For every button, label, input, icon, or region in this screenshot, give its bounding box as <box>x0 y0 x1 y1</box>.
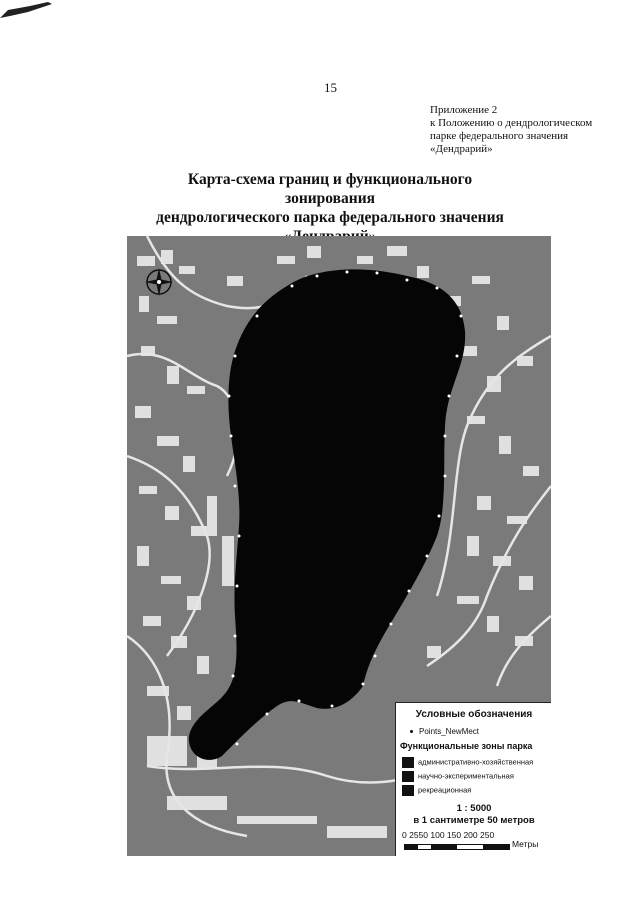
legend-title: Условные обозначения <box>415 709 533 720</box>
legend-scale <box>396 803 551 827</box>
legend-zone-label: научно-экспериментальная <box>418 771 514 781</box>
legend-points <box>410 727 479 736</box>
legend-zone-recreation <box>402 785 471 797</box>
document-title <box>150 170 510 246</box>
legend-zones-title: Функциональные зоны парка <box>400 741 533 751</box>
park-territory <box>189 269 465 759</box>
appendix-line-4: «Дендрарий» <box>430 143 493 155</box>
park-map <box>127 236 551 856</box>
appendix-line-2: к Положению о дендрологическом <box>430 117 593 129</box>
point-marker-icon <box>410 730 413 733</box>
map-legend <box>395 702 551 856</box>
legend-zone-science <box>402 771 514 783</box>
legend-points-label: Points_NewMect <box>419 727 480 736</box>
scale-ticks: 0 2550 100 150 200 250 <box>402 830 495 840</box>
scale-bar <box>404 844 510 850</box>
appendix-line-1: Приложение 2 <box>430 104 498 116</box>
page-number: 15 <box>324 80 337 95</box>
legend-zone-admin <box>402 757 533 769</box>
scale-ratio: 1 : 5000 <box>456 803 492 814</box>
appendix-line-3: парке федерального значения <box>430 130 569 142</box>
zone-swatch <box>402 771 414 782</box>
title-line-1: Карта-схема границ и функционального зонирования <box>187 171 473 207</box>
legend-zone-label: рекреационная <box>418 785 472 795</box>
zone-swatch <box>402 785 414 796</box>
title-line-2: дендрологического парка федерального значения <box>156 209 504 226</box>
appendix-note <box>430 104 592 156</box>
zone-swatch <box>402 757 414 768</box>
scale-unit: Метры <box>512 839 539 849</box>
legend-zone-label: административно-хозяйственная <box>418 757 534 767</box>
scale-text: в 1 сантиметре 50 метров <box>413 815 535 826</box>
scan-artifact-mark <box>0 0 60 30</box>
